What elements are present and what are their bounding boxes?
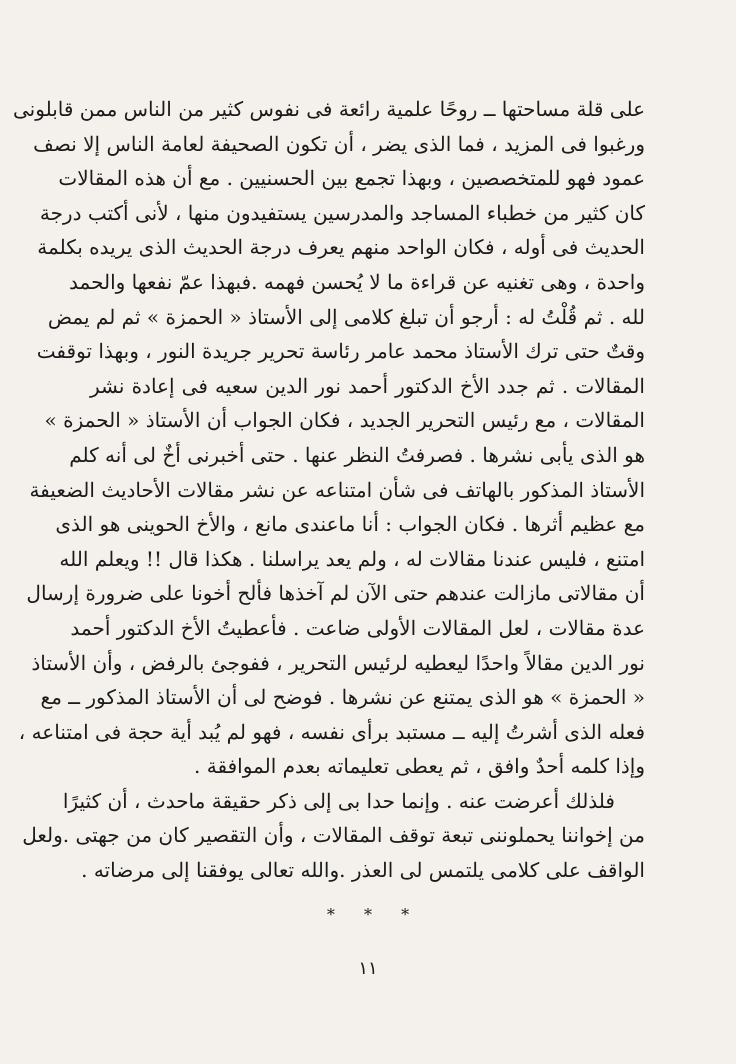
section-separator — [0, 905, 736, 924]
text-line: لله . ثم قُلْتُ له : أرجو أن تبلغ كلامى إلى الأستاذ « الحمزة » ثم لم يمض — [47, 304, 645, 329]
text-line: الواقف على كلامى يلتمس لى العذر .والله تعالى يوفقنا إلى مرضاته . — [81, 858, 645, 883]
separator-star: * — [326, 905, 335, 924]
page-number: ١١ — [358, 958, 378, 979]
text-line: نور الدين مقالاً واحدًا ليعطيه لرئيس التحرير ، ففوجئ بالرفض ، وأن الأستاذ — [31, 650, 645, 675]
text-line: « الحمزة » هو الذى يمتنع عن نشرها . فوضح لى أن الأستاذ المذكور ــ مع — [40, 685, 645, 710]
text-line: فعله الذى أشرتُ إليه ــ مستبد برأى نفسه ، فهو لم يُبد أية حجة فى امتناعه ، — [18, 719, 645, 744]
text-line: وإذا كلمه أحدٌ وافق ، ثم يعطى تعليماته بعدم الموافقة . — [194, 754, 645, 779]
text-line: امتنع ، فليس عندنا مقالات له ، ولم يعد يراسلنا . هكذا قال !! ويعلم الله — [59, 546, 645, 571]
text-line: الأستاذ المذكور بالهاتف فى شأن امتناعه عن نشر مقالات الأحاديث الضعيفة — [29, 477, 645, 502]
text-line: من إخواننا يحملوننى تبعة توقف المقالات ، وأن التقصير كان من جهتى .ولعل — [22, 823, 645, 848]
separator-star: * — [401, 905, 410, 924]
text-line: كان كثير من خطباء المساجد والمدرسين يستفيدون منها ، لأنى أكتب درجة — [39, 200, 645, 225]
text-line: هو الذى يأبى نشرها . فصرفتُ النظر عنها . حتى أخبرنى أخٌ لى أنه كلم — [69, 442, 645, 467]
text-line: فلذلك أعرضت عنه . وإنما حدا بى إلى ذكر حقيقة ماحدث ، أن كثيرًا — [62, 788, 615, 813]
text-line: أن مقالاتى مازالت عندهم حتى الآن لم آخذها فألح أخونا على ضرورة إرسال — [26, 581, 645, 606]
text-line: ورغبوا فى المزيد ، فما الذى يضر ، أن تكون الصحيفة لعامة الناس إلا نصف — [33, 131, 645, 156]
text-line: الحديث فى أوله ، فكان الواحد منهم يعرف درجة الحديث الذى يريده بكلمة — [37, 235, 645, 260]
text-line: واحدة ، وهى تغنيه عن قراءة ما لا يُحسن فهمه .فبهذا عمّ نفعها والحمد — [69, 269, 645, 294]
text-line: وقتٌ حتى ترك الأستاذ محمد عامر رئاسة تحرير جريدة النور ، وبهذا توقفت — [36, 339, 645, 364]
text-line: مع عظيم أثرها . فكان الجواب : أنا ماعندى مانع ، والأخ الحوينى هو الذى — [55, 512, 645, 537]
text-line: على قلة مساحتها ــ روحًا علمية رائعة فى نفوس كثير من الناس ممن قابلونى — [13, 97, 645, 121]
separator-star: * — [364, 905, 372, 924]
text-line: عدة مقالات ، لعل المقالات الأولى ضاعت . فأعطيتُ الأخ الدكتور أحمد — [70, 615, 645, 640]
text-line: المقالات . ثم جدد الأخ الدكتور أحمد نور الدين سعيه فى إعادة نشر — [90, 373, 645, 398]
text-line: المقالات ، مع رئيس التحرير الجديد ، فكان الجواب أن الأستاذ « الحمزة » — [44, 408, 645, 433]
paragraph-2 — [22, 784, 645, 888]
page-body — [13, 92, 645, 888]
text-line: عمود فهو للمتخصصين ، وبهذا تجمع بين الحسنيين . مع أن هذه المقالات — [58, 166, 645, 191]
paragraph-1 — [13, 92, 645, 784]
